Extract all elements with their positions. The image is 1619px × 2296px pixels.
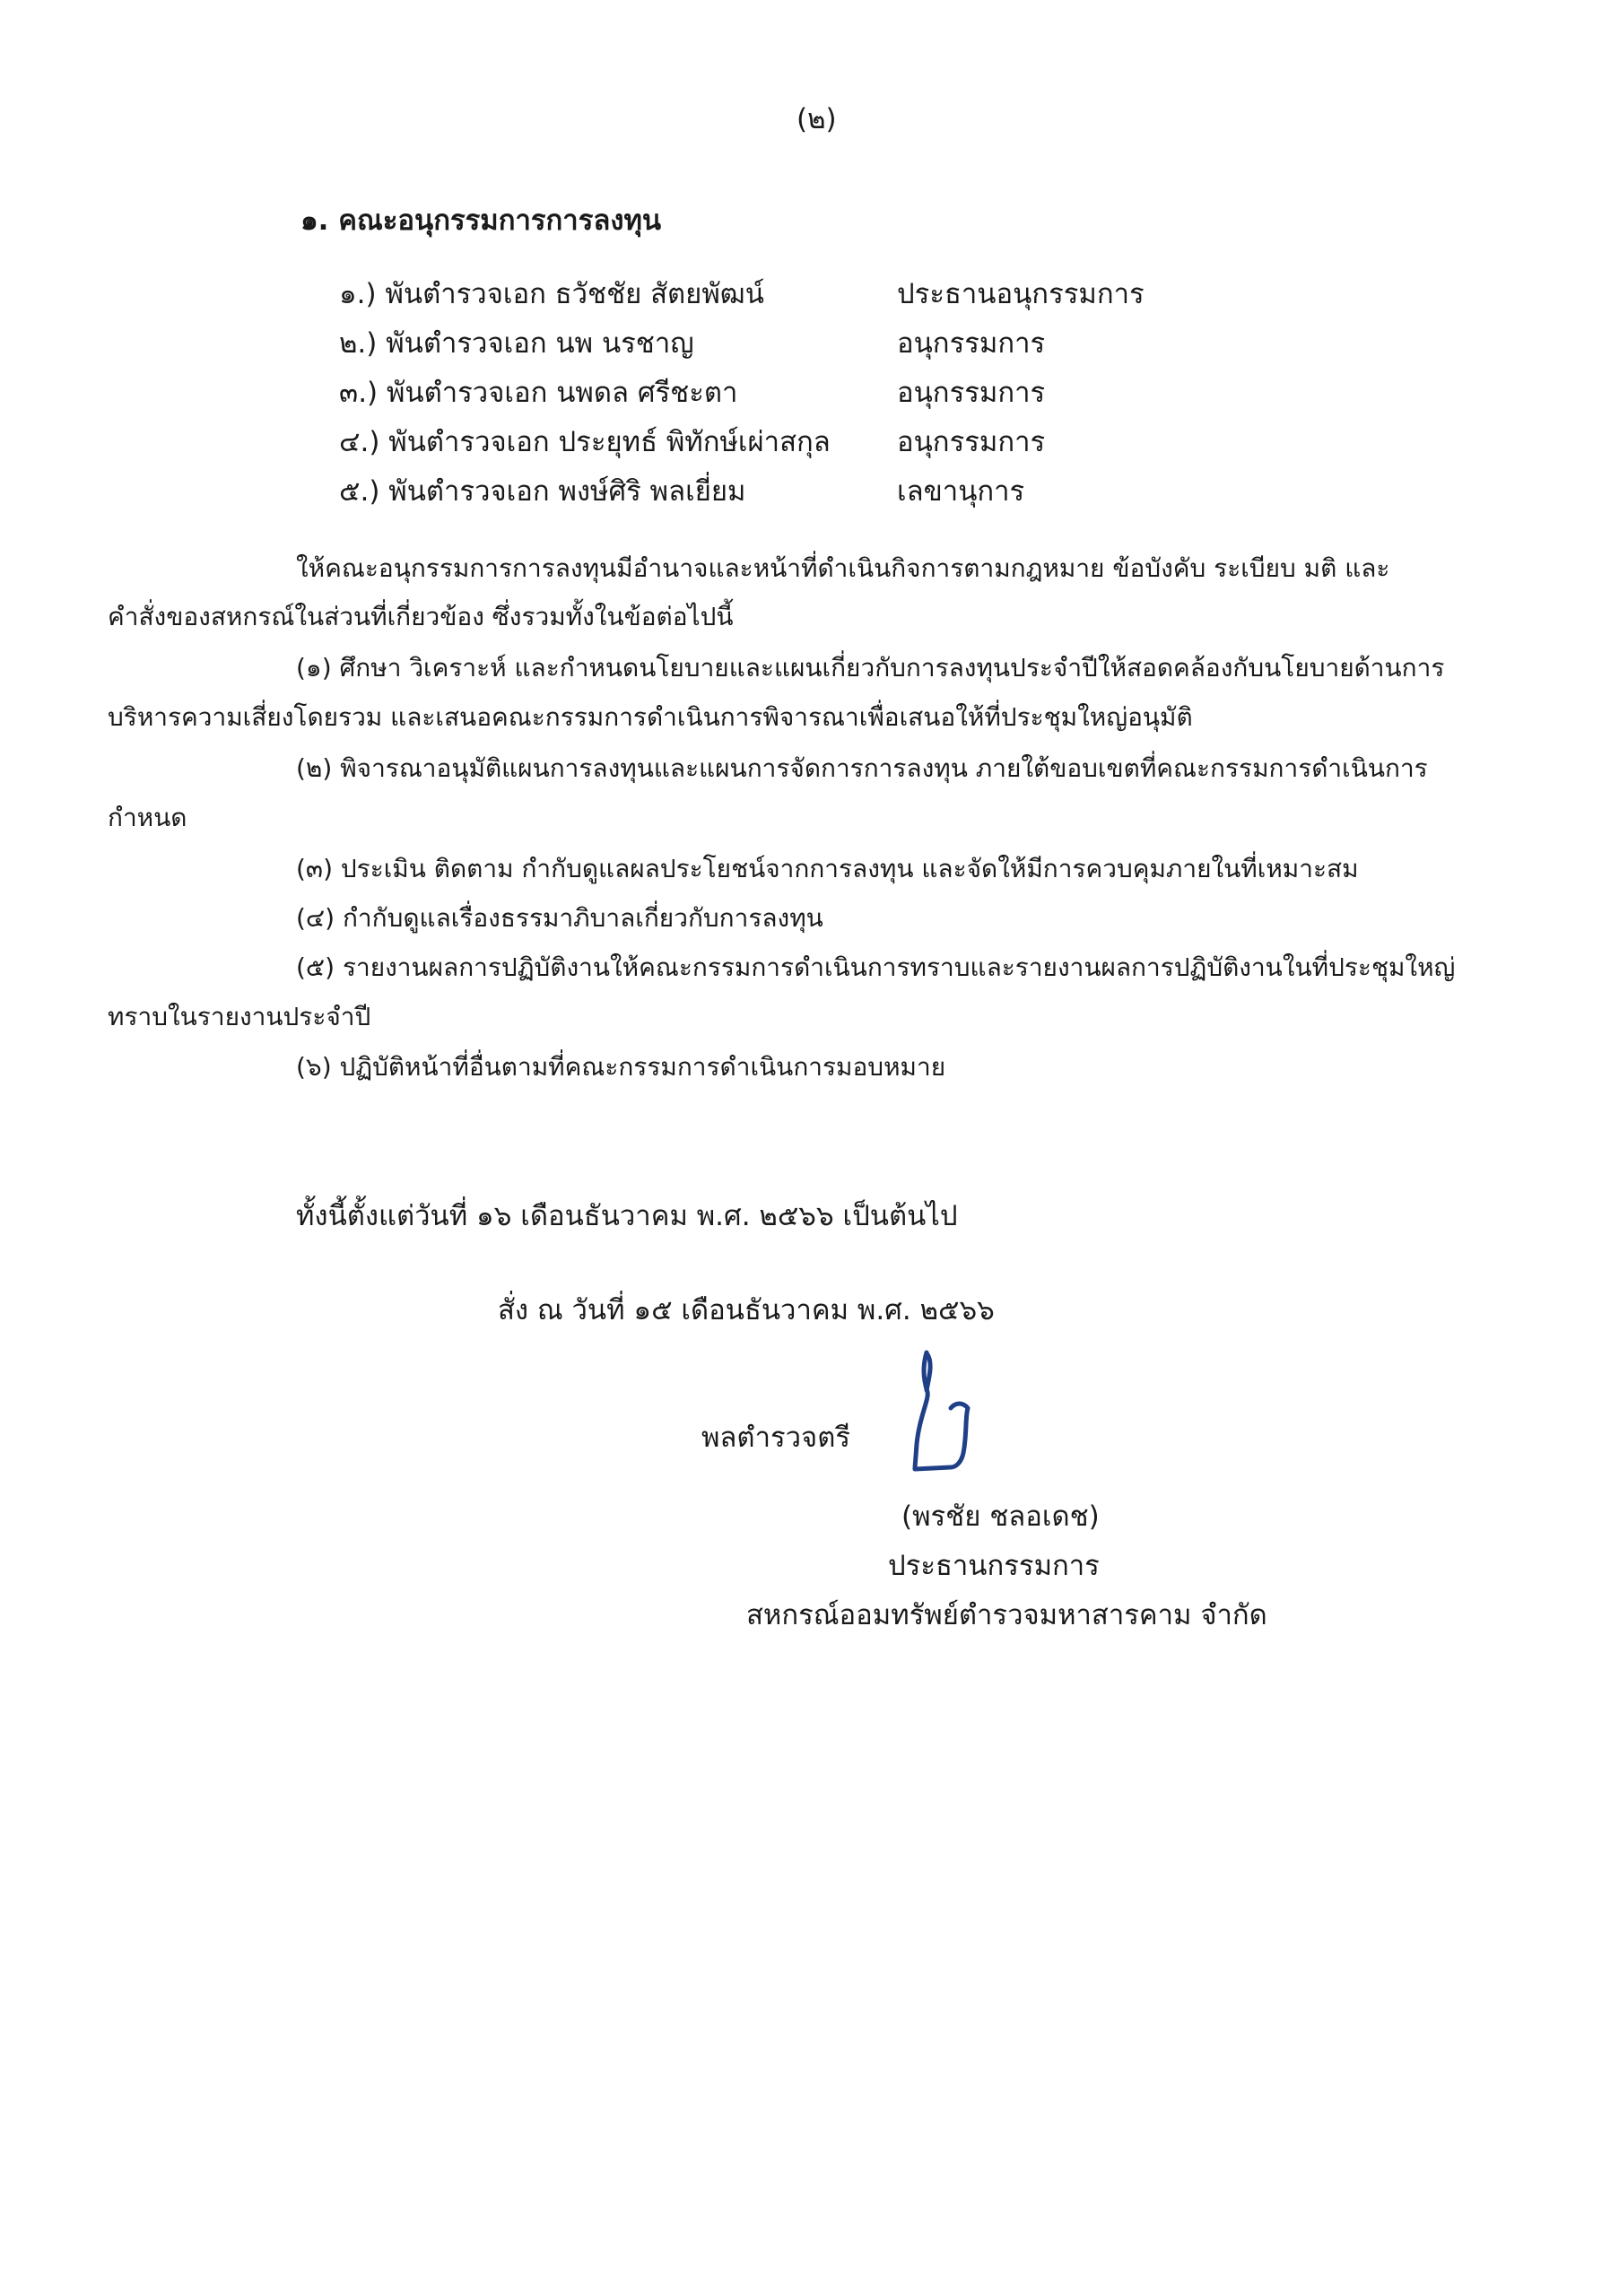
- order-date: สั่ง ณ วันที่ ๑๕ เดือนธันวาคม พ.ศ. ๒๕๖๖: [498, 1294, 995, 1326]
- member-name: ๕.) พันตำรวจเอก พงษ์ศิริ พลเยี่ยม: [339, 475, 746, 508]
- section-heading: ๑. คณะอนุกรรมการการลงทุน: [300, 204, 662, 237]
- member-role: อนุกรรมการ: [897, 426, 1046, 458]
- page-number: (๒): [796, 103, 837, 135]
- duty-line: (๕) รายงานผลการปฏิบัติงานให้คณะกรรมการดำเนินการทราบและรายงานผลการปฏิบัติงานในที่ประชุมใหญ่: [296, 952, 1456, 982]
- member-name: ๓.) พันตำรวจเอก นพดล ศรีชะตา: [339, 377, 738, 409]
- intro-line: ให้คณะอนุกรรมการการลงทุนมีอำนาจและหน้าที่ดำเนินกิจการตามกฎหมาย ข้อบังคับ ระเบียบ มติ และ: [296, 553, 1390, 583]
- signer-name: (พรชัย ชลอเดช): [901, 1500, 1100, 1533]
- member-role: อนุกรรมการ: [897, 327, 1046, 360]
- member-role: เลขานุการ: [897, 475, 1025, 508]
- duty-line: (๑) ศึกษา วิเคราะห์ และกำหนดนโยบายและแผนเกี่ยวกับการลงทุนประจำปีให้สอดคล้องกับนโยบายด้านการ: [296, 653, 1445, 683]
- duty-line: (๔) กำกับดูแลเรื่องธรรมาภิบาลเกี่ยวกับการลงทุน: [296, 903, 823, 933]
- duty-line: (๖) ปฏิบัติหน้าที่อื่นตามที่คณะกรรมการดำเนินการมอบหมาย: [296, 1052, 946, 1082]
- member-name: ๒.) พันตำรวจเอก นพ นรชาญ: [339, 327, 694, 360]
- member-name: ๔.) พันตำรวจเอก ประยุทธ์ พิทักษ์เผ่าสกุล: [339, 426, 831, 458]
- signer-position: ประธานกรรมการ: [888, 1550, 1100, 1582]
- duty-line: (๒) พิจารณาอนุมัติแผนการลงทุนและแผนการจัดการการลงทุน ภายใต้ขอบเขตที่คณะกรรมการดำเนินการ: [296, 753, 1428, 783]
- intro-line: คำสั่งของสหกรณ์ในส่วนที่เกี่ยวข้อง ซึ่งรวมทั้งในข้อต่อไปนี้: [108, 602, 734, 631]
- duty-line: กำหนด: [108, 803, 187, 832]
- member-role: ประธานอนุกรรมการ: [897, 278, 1145, 310]
- signer-organization: สหกรณ์ออมทรัพย์ตำรวจมหาสารคาม จำกัด: [746, 1599, 1267, 1631]
- effective-date: ทั้งนี้ตั้งแต่วันที่ ๑๖ เดือนธันวาคม พ.ศ. ๒๕๖๖ เป็นต้นไป: [296, 1200, 958, 1232]
- member-name: ๑.) พันตำรวจเอก ธวัชชัย สัตยพัฒน์: [339, 278, 764, 310]
- signer-rank: พลตำรวจตรี: [701, 1422, 850, 1454]
- handwritten-signature: [897, 1345, 996, 1480]
- duty-line: บริหารความเสี่ยงโดยรวม และเสนอคณะกรรมการดำเนินการพิจารณาเพื่อเสนอให้ที่ประชุมใหญ่อนุมัติ: [108, 702, 1193, 732]
- duty-line: (๓) ประเมิน ติดตาม กำกับดูแลผลประโยชน์จากการลงทุน และจัดให้มีการควบคุมภายในที่เหมาะสม: [296, 854, 1359, 883]
- duty-line: ทราบในรายงานประจำปี: [108, 1002, 371, 1031]
- member-role: อนุกรรมการ: [897, 377, 1046, 409]
